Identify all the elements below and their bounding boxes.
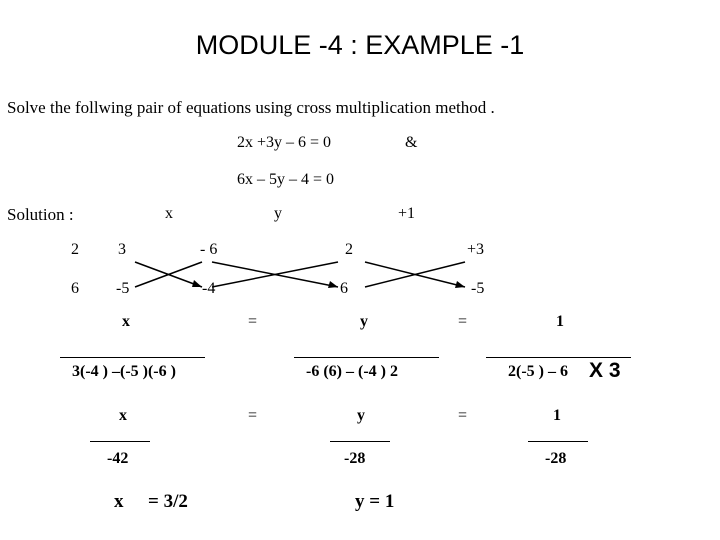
step1-equals-b: = xyxy=(458,313,468,330)
result-x-value: = 3/2 xyxy=(148,491,188,512)
coef-a1-repeat: 2 xyxy=(345,241,353,258)
coef-a1: 2 xyxy=(71,241,79,258)
fraction-bar xyxy=(330,441,390,442)
coef-c1: - 6 xyxy=(200,241,218,258)
fraction-bar xyxy=(486,357,631,358)
fraction-bar xyxy=(90,441,150,442)
step1-equals-a: = xyxy=(248,313,258,330)
coef-c2: -4 xyxy=(202,280,216,297)
result-y: y = 1 xyxy=(355,491,395,512)
step1-denominator-one: 2(-5 ) – 6 xyxy=(508,363,568,380)
arrowhead xyxy=(328,281,338,288)
fraction-bar xyxy=(60,357,205,358)
arrowhead xyxy=(192,280,202,287)
coef-b2-repeat: -5 xyxy=(471,280,485,297)
step1-denominator-tail: X 3 xyxy=(589,359,621,382)
step1-y: y xyxy=(360,313,368,330)
fraction-bar xyxy=(294,357,439,358)
step2-equals-b: = xyxy=(458,407,468,424)
coef-b1-repeat: +3 xyxy=(467,241,485,258)
step2-one: 1 xyxy=(553,407,561,424)
coef-b1: 3 xyxy=(118,241,126,258)
step1-denominator-y: -6 (6) – (-4 ) 2 xyxy=(306,363,398,380)
header-x: x xyxy=(165,205,173,222)
step1-denominator-x: 3(-4 ) –(-5 )(-6 ) xyxy=(72,363,176,380)
step2-x: x xyxy=(119,407,127,424)
fraction-bar xyxy=(528,441,588,442)
header-one: +1 xyxy=(398,205,416,222)
result-x-variable: x xyxy=(114,491,124,512)
coef-b2: -5 xyxy=(116,280,130,297)
problem-statement: Solve the follwing pair of equations using cross multiplication method . xyxy=(7,98,495,117)
page-title: MODULE -4 : EXAMPLE -1 xyxy=(195,30,525,60)
coef-a2-repeat: 6 xyxy=(340,280,348,297)
ampersand: & xyxy=(405,134,418,151)
coef-a2: 6 xyxy=(71,280,79,297)
step2-y: y xyxy=(357,407,365,424)
step1-one: 1 xyxy=(556,313,564,330)
arrowhead xyxy=(455,281,465,288)
equation-1: 2x +3y – 6 = 0 xyxy=(237,134,332,151)
step2-denominator-one: -28 xyxy=(545,450,567,467)
step1-x: x xyxy=(122,313,130,330)
equation-2: 6x – 5y – 4 = 0 xyxy=(237,171,335,188)
step2-equals-a: = xyxy=(248,407,258,424)
solution-label: Solution : xyxy=(7,205,74,224)
step2-denominator-y: -28 xyxy=(344,450,366,467)
step2-denominator-x: -42 xyxy=(107,450,129,467)
header-y: y xyxy=(274,205,282,222)
